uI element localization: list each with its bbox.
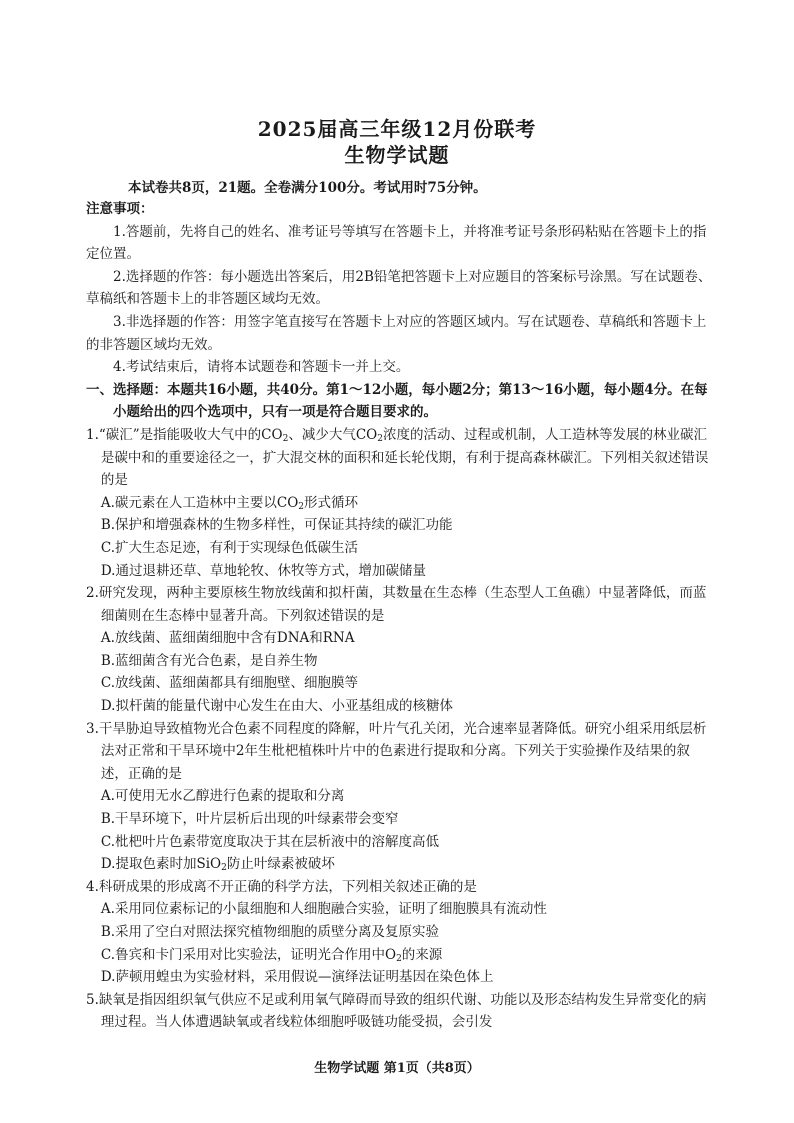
question-4-option-c: C.鲁宾和卡门采用对比实验法，证明光合作用中$O_2$的来源 — [100, 946, 443, 964]
question-1-stem: 1.“碳汇”是指能吸收大气中的$CO_2$、减少大气$CO_2$浓度的活动、过程或机制，人工造林等发展的林业碳汇是碳中和的重要途径之一，扩大混交林的面积和延长轮伐期，有利于提高森林碳汇。下列相关叙述错误的是 — [86, 426, 709, 489]
exam-title: 2025届高三年级12月份联考 — [257, 117, 537, 141]
question-3-option-d: D.提取色素时加SiO$_2$防止叶绿素被破坏 — [100, 856, 335, 874]
question-2-option-b: B.蓝细菌含有光合色素，是自养生物 — [100, 652, 318, 669]
question-5-stem: 5.缺氧是指因组织氧气供应不足或利用氧气障碍而导致的组织代谢、功能以及形态结构发生异常变化的病理过程。当人体遭遇缺氧或者线粒体细胞呼吸链功能受损，会引发 — [86, 991, 707, 1031]
notice-item: 4.考试结束后，请将本试题卷和答题卡一并上交。 — [113, 359, 410, 376]
question-3-option-c: C.枇杷叶片色素带宽度取决于其在层析液中的溶解度高低 — [100, 833, 439, 850]
notice-item: 1.答题前，先将自己的姓名、准考证号等填写在答题卡上，并将准考证号条形码粘贴在答题卡上的指定位置。 — [86, 223, 707, 263]
exam-info: 本试卷共8页，21题。全卷满分100分。考试用时75分钟。 — [128, 180, 487, 196]
question-4-option-d: D.萨顿用蝗虫为实验材料，采用假说—演绎法证明基因在染色体上 — [100, 969, 494, 986]
question-2-option-d: D.拟杆菌的能量代谢中心发生在由大、小亚基组成的核糖体 — [100, 698, 453, 715]
question-4-stem: 4.科研成果的形成离不开正确的科学方法，下列相关叙述正确的是 — [86, 878, 477, 895]
question-1-option-d: D.通过退耕还草、草地轮牧、休牧等方式，增加碳储量 — [100, 562, 426, 579]
section-heading: 一、选择题：本题共16小题，共40分。第1～12小题，每小题2分；第13～16小题，每小题4分。在每小题给出的四个选项中，只有一项是符合题目要求的。 — [86, 381, 708, 421]
question-1-option-c: C.扩大生态足迹，有利于实现绿色低碳生活 — [100, 539, 358, 556]
question-2-option-c: C.放线菌、蓝细菌都具有细胞壁、细胞膜等 — [100, 675, 358, 692]
exam-body — [86, 198, 712, 1034]
notice-item: 3.非选择题的作答：用签字笔直接写在答题卡上对应的答题区域内。写在试题卷、草稿纸和答题卡上的非答题区域均无效。 — [86, 313, 707, 353]
question-2-option-a: A.放线菌、蓝细菌细胞中含有DNA和RNA — [100, 630, 355, 647]
question-4-option-a: A.采用同位素标记的小鼠细胞和人细胞融合实验，证明了细胞膜具有流动性 — [100, 901, 547, 918]
question-3-option-b: B.干旱环境下，叶片层析后出现的叶绿素带会变窄 — [100, 811, 399, 828]
question-3-stem: 3.干旱胁迫导致植物光合色素不同程度的降解，叶片气孔关闭，光合速率显著降低。研究小组采用纸层析法对正常和干旱环境中2年生枇杷植株叶片中的色素进行提取和分离。下列关于实验操作及结果的叙述，正确的是 — [86, 720, 707, 782]
notice-heading: 注意事项： — [86, 201, 154, 217]
question-1-option-a: A.碳元素在人工造林中主要以$CO_2$形式循环 — [100, 494, 359, 512]
question-1-option-b: B.保护和增强森林的生物多样性，可保证其持续的碳汇功能 — [100, 517, 453, 534]
page-footer: 生物学试题 第1页（共8页） — [314, 1061, 480, 1076]
notice-item: 2.选择题的作答：每小题选出答案后，用2B铅笔把答题卡上对应题目的答案标号涂黑。写在试题卷、草稿纸和答题卡上的非答题区域均无效。 — [86, 268, 712, 308]
question-2-stem: 2.研究发现，两种主要原核生物放线菌和拟杆菌，其数量在生态棒（生态型人工鱼礁）中显著降低，而蓝细菌则在生态棒中显著升高。下列叙述错误的是 — [86, 585, 707, 624]
question-4-option-b: B.采用了空白对照法探究植物细胞的质壁分离及复原实验 — [100, 924, 440, 940]
exam-subtitle: 生物学试题 — [344, 143, 450, 167]
question-3-option-a: A.可使用无水乙醇进行色素的提取和分离 — [100, 788, 345, 805]
